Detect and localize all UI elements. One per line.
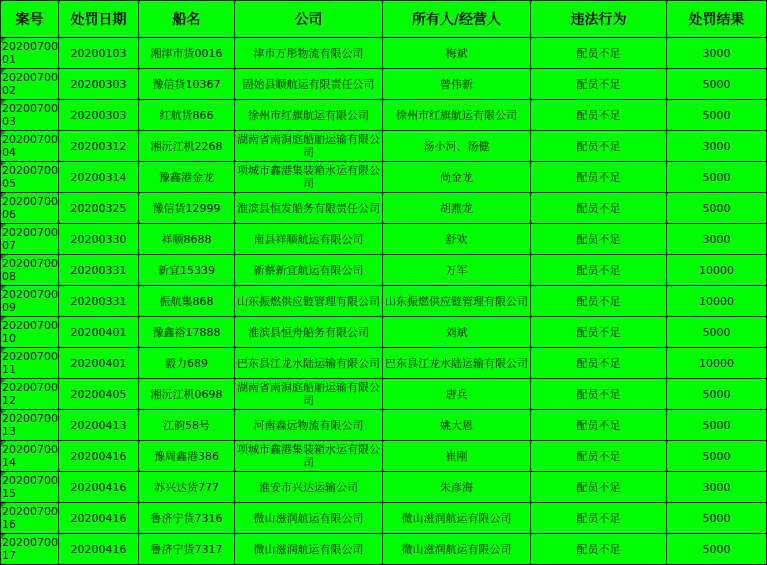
- number-as-text-indicator-icon: [1, 441, 6, 446]
- cell-case-number[interactable]: [1, 100, 59, 131]
- cell-case-number-text: 2020070009: [2, 288, 58, 314]
- cell-owner-operator-text: 徐州市红旗航运有限公司: [396, 108, 517, 122]
- cell-case-number[interactable]: [1, 38, 59, 69]
- cell-penalty-result[interactable]: 5000: [667, 410, 767, 441]
- cell-company[interactable]: [235, 503, 383, 534]
- table-row: [1, 131, 767, 162]
- cell-penalty-date[interactable]: 20200314: [59, 162, 139, 193]
- cell-owner-operator[interactable]: [383, 379, 531, 410]
- cell-company[interactable]: [235, 472, 383, 503]
- cell-violation[interactable]: 配员不足: [531, 379, 667, 410]
- table-row: [1, 224, 767, 255]
- cell-penalty-date[interactable]: 20200401: [59, 317, 139, 348]
- cell-owner-operator-text: 朱彦海: [440, 480, 473, 494]
- cell-penalty-date[interactable]: 20200330: [59, 224, 139, 255]
- cell-penalty-date[interactable]: 20200401: [59, 348, 139, 379]
- cell-company-text: 项城市鑫港集装箱水运有限公司: [237, 164, 380, 190]
- cell-company-text: 新蔡新宜航运有限公司: [253, 263, 364, 277]
- number-as-text-indicator-icon: [1, 193, 6, 198]
- cell-penalty-date[interactable]: 20200413: [59, 410, 139, 441]
- cell-case-number-text: 2020070014: [2, 443, 58, 469]
- table-row: [1, 410, 767, 441]
- cell-penalty-result[interactable]: 5000: [667, 534, 767, 565]
- cell-penalty-result[interactable]: 3000: [667, 224, 767, 255]
- cell-case-number[interactable]: [1, 193, 59, 224]
- cell-owner-operator[interactable]: [383, 441, 531, 472]
- cell-owner-operator-text: 微山滋润航运有限公司: [401, 542, 512, 556]
- cell-owner-operator-text: 崔刚: [445, 449, 468, 463]
- cell-owner-operator-text: 刘斌: [445, 325, 468, 339]
- cell-penalty-date[interactable]: 20200405: [59, 379, 139, 410]
- cell-owner-operator[interactable]: [383, 38, 531, 69]
- cell-company-text: 津市万彤物流有限公司: [253, 46, 364, 60]
- cell-ship-name[interactable]: 鲁济宁货7316: [139, 503, 235, 534]
- cell-owner-operator[interactable]: [383, 472, 531, 503]
- cell-violation[interactable]: 配员不足: [531, 441, 667, 472]
- cell-owner-operator[interactable]: [383, 317, 531, 348]
- cell-violation[interactable]: 配员不足: [531, 348, 667, 379]
- table-row: [1, 441, 767, 472]
- number-as-text-indicator-icon: [1, 162, 6, 167]
- cell-ship-name[interactable]: 新宜15339: [139, 255, 235, 286]
- cell-ship-name[interactable]: 毅力689: [139, 348, 235, 379]
- cell-company[interactable]: [235, 348, 383, 379]
- table-row: [1, 38, 767, 69]
- cell-company-text: 微山滋润航运有限公司: [253, 511, 364, 525]
- cell-case-number[interactable]: [1, 410, 59, 441]
- cell-penalty-result[interactable]: 5000: [667, 317, 767, 348]
- cell-ship-name[interactable]: 江韵58号: [139, 410, 235, 441]
- cell-penalty-date[interactable]: 20200416: [59, 503, 139, 534]
- cell-case-number-text: 2020070011: [2, 350, 58, 376]
- cell-company[interactable]: [235, 38, 383, 69]
- cell-company[interactable]: [235, 410, 383, 441]
- cell-ship-name[interactable]: 祥顺8688: [139, 224, 235, 255]
- cell-company[interactable]: [235, 69, 383, 100]
- cell-owner-operator[interactable]: [383, 503, 531, 534]
- table-row: [1, 193, 767, 224]
- header-case-number[interactable]: 案号: [1, 1, 59, 38]
- cell-company[interactable]: [235, 441, 383, 472]
- cell-company[interactable]: [235, 131, 383, 162]
- cell-owner-operator[interactable]: [383, 534, 531, 565]
- cell-company[interactable]: [235, 534, 383, 565]
- table-row: [1, 472, 767, 503]
- cell-owner-operator-text: 万军: [445, 263, 468, 277]
- cell-penalty-result[interactable]: 3000: [667, 131, 767, 162]
- cell-penalty-result[interactable]: 5000: [667, 379, 767, 410]
- cell-company-text: 河南森远物流有限公司: [253, 418, 364, 432]
- cell-company-text: 徐州市红旗航运有限公司: [248, 108, 369, 122]
- cell-ship-name[interactable]: 苏兴达货777: [139, 472, 235, 503]
- table-row: [1, 348, 767, 379]
- cell-company-text: 淮滨县恒舟船务有限公司: [248, 325, 369, 339]
- cell-owner-operator[interactable]: [383, 286, 531, 317]
- cell-case-number[interactable]: [1, 255, 59, 286]
- cell-owner-operator[interactable]: [383, 100, 531, 131]
- header-violation[interactable]: 违法行为: [531, 1, 667, 38]
- cell-violation[interactable]: 配员不足: [531, 534, 667, 565]
- cell-case-number[interactable]: [1, 317, 59, 348]
- cell-ship-name[interactable]: 湘沅江机0698: [139, 379, 235, 410]
- cell-violation[interactable]: 配员不足: [531, 131, 667, 162]
- cell-company[interactable]: [235, 317, 383, 348]
- cell-company[interactable]: [235, 100, 383, 131]
- cell-owner-operator-text: 梅斌: [445, 46, 468, 60]
- cell-case-number-text: 2020070004: [2, 133, 58, 159]
- cell-penalty-result[interactable]: 5000: [667, 162, 767, 193]
- cell-violation[interactable]: 配员不足: [531, 472, 667, 503]
- cell-case-number-text: 2020070013: [2, 412, 58, 438]
- number-as-text-indicator-icon: [1, 348, 6, 353]
- cell-ship-name[interactable]: 湘津市货0016: [139, 38, 235, 69]
- number-as-text-indicator-icon: [1, 503, 6, 508]
- cell-owner-operator[interactable]: [383, 69, 531, 100]
- cell-company-text: 项城市鑫港集装箱水运有限公司: [237, 443, 380, 469]
- number-as-text-indicator-icon: [1, 317, 6, 322]
- cell-company-text: 湖南省南洞庭船舶运输有限公司: [237, 133, 380, 159]
- number-as-text-indicator-icon: [1, 69, 6, 74]
- table-row: [1, 69, 767, 100]
- cell-owner-operator-text: 巴东县江龙水陆运输有限公司: [385, 356, 528, 370]
- cell-company-text: 山东振燃供应链管理有限公司: [237, 294, 380, 308]
- cell-owner-operator-text: 汤小河、汤健: [423, 139, 490, 153]
- header-ship-name[interactable]: 船名: [139, 1, 235, 38]
- cell-violation[interactable]: 配员不足: [531, 100, 667, 131]
- cell-penalty-result[interactable]: 3000: [667, 38, 767, 69]
- cell-violation[interactable]: 配员不足: [531, 38, 667, 69]
- number-as-text-indicator-icon: [1, 410, 6, 415]
- cell-penalty-result[interactable]: 3000: [667, 472, 767, 503]
- cell-violation[interactable]: 配员不足: [531, 193, 667, 224]
- table-row: [1, 162, 767, 193]
- cell-owner-operator-text: 微山滋润航运有限公司: [401, 511, 512, 525]
- cell-violation[interactable]: 配员不足: [531, 69, 667, 100]
- cell-owner-operator[interactable]: [383, 224, 531, 255]
- header-company[interactable]: 公司: [235, 1, 383, 38]
- cell-owner-operator[interactable]: [383, 193, 531, 224]
- cell-owner-operator-text: 姚大恩: [440, 418, 473, 432]
- cell-case-number-text: 2020070008: [2, 257, 58, 283]
- cell-penalty-date[interactable]: 20200103: [59, 38, 139, 69]
- cell-owner-operator-text: 山东振燃供应链管理有限公司: [385, 294, 528, 308]
- cell-ship-name[interactable]: 豫鑫港金龙: [139, 162, 235, 193]
- cell-penalty-result[interactable]: 10000: [667, 348, 767, 379]
- cell-case-number-text: 2020070016: [2, 505, 58, 531]
- cell-penalty-date[interactable]: 20200312: [59, 131, 139, 162]
- cell-penalty-date[interactable]: 20200416: [59, 534, 139, 565]
- cell-penalty-result[interactable]: 10000: [667, 255, 767, 286]
- cell-violation[interactable]: 配员不足: [531, 410, 667, 441]
- cell-case-number-text: 2020070005: [2, 164, 58, 190]
- cell-owner-operator-text: 尚金龙: [440, 170, 473, 184]
- cell-ship-name[interactable]: 鲁济宁货7317: [139, 534, 235, 565]
- cell-owner-operator[interactable]: [383, 131, 531, 162]
- cell-company-text: 巴东县江龙水陆运输有限公司: [237, 356, 380, 370]
- table-row: [1, 100, 767, 131]
- cell-case-number[interactable]: [1, 131, 59, 162]
- table-row: [1, 534, 767, 565]
- cell-case-number[interactable]: [1, 379, 59, 410]
- cell-violation[interactable]: 配员不足: [531, 224, 667, 255]
- number-as-text-indicator-icon: [1, 472, 6, 477]
- number-as-text-indicator-icon: [1, 38, 6, 43]
- cell-penalty-result[interactable]: 5000: [667, 69, 767, 100]
- cell-penalty-date[interactable]: 20200303: [59, 69, 139, 100]
- cell-ship-name[interactable]: 红航货866: [139, 100, 235, 131]
- cell-company[interactable]: [235, 255, 383, 286]
- cell-penalty-date[interactable]: 20200325: [59, 193, 139, 224]
- cell-case-number-text: 2020070015: [2, 474, 58, 500]
- number-as-text-indicator-icon: [1, 255, 6, 260]
- cell-penalty-date[interactable]: 20200303: [59, 100, 139, 131]
- cell-case-number-text: 2020070003: [2, 102, 58, 128]
- cell-owner-operator[interactable]: [383, 410, 531, 441]
- cell-violation[interactable]: 配员不足: [531, 162, 667, 193]
- cell-penalty-result[interactable]: 10000: [667, 286, 767, 317]
- cell-owner-operator[interactable]: [383, 348, 531, 379]
- cell-penalty-date[interactable]: 20200331: [59, 255, 139, 286]
- cell-company-text: 南县祥顺航运有限公司: [253, 232, 364, 246]
- cell-case-number[interactable]: [1, 348, 59, 379]
- cell-company[interactable]: [235, 286, 383, 317]
- cell-violation[interactable]: 配员不足: [531, 503, 667, 534]
- cell-penalty-result[interactable]: 5000: [667, 441, 767, 472]
- cell-penalty-date[interactable]: 20200331: [59, 286, 139, 317]
- cell-penalty-result[interactable]: 5000: [667, 503, 767, 534]
- table-body: [1, 38, 767, 565]
- cell-ship-name[interactable]: 振航集868: [139, 286, 235, 317]
- cell-penalty-date[interactable]: 20200416: [59, 472, 139, 503]
- cell-violation[interactable]: 配员不足: [531, 317, 667, 348]
- number-as-text-indicator-icon: [1, 379, 6, 384]
- cell-owner-operator-text: 唐兵: [445, 387, 468, 401]
- number-as-text-indicator-icon: [1, 534, 6, 539]
- cell-case-number-text: 2020070001: [2, 40, 58, 66]
- cell-case-number[interactable]: [1, 69, 59, 100]
- cell-ship-name[interactable]: 湘沅江机2268: [139, 131, 235, 162]
- cell-company-text: 微山滋润航运有限公司: [253, 542, 364, 556]
- number-as-text-indicator-icon: [1, 131, 6, 136]
- table-row: [1, 317, 767, 348]
- cell-owner-operator-text: 舒欢: [445, 232, 468, 246]
- cell-ship-name[interactable]: 豫鑫裕17888: [139, 317, 235, 348]
- cell-company-text: 淮安市兴达运输公司: [259, 480, 358, 494]
- cell-company-text: 固始县顺航运有限责任公司: [242, 77, 375, 91]
- number-as-text-indicator-icon: [1, 100, 6, 105]
- cell-case-number-text: 2020070007: [2, 226, 58, 252]
- cell-owner-operator[interactable]: [383, 162, 531, 193]
- cell-penalty-result[interactable]: 5000: [667, 193, 767, 224]
- cell-case-number[interactable]: [1, 224, 59, 255]
- cell-owner-operator[interactable]: [383, 255, 531, 286]
- cell-penalty-result[interactable]: 5000: [667, 100, 767, 131]
- cell-case-number[interactable]: [1, 472, 59, 503]
- cell-company[interactable]: [235, 379, 383, 410]
- cell-ship-name[interactable]: 豫信货10367: [139, 69, 235, 100]
- cell-company[interactable]: [235, 162, 383, 193]
- number-as-text-indicator-icon: [1, 224, 6, 229]
- cell-company[interactable]: [235, 193, 383, 224]
- cell-case-number[interactable]: [1, 441, 59, 472]
- cell-owner-operator-text: 曾伟新: [440, 77, 473, 91]
- cell-company-text: 湖南省南洞庭船舶运输有限公司: [237, 381, 380, 407]
- number-as-text-indicator-icon: [1, 286, 6, 291]
- header-owner-operator[interactable]: 所有人/经营人: [383, 1, 531, 38]
- cell-owner-operator-text: 胡燕龙: [440, 201, 473, 215]
- cell-case-number-text: 2020070017: [2, 536, 58, 562]
- cell-penalty-date[interactable]: 20200416: [59, 441, 139, 472]
- cell-case-number-text: 2020070010: [2, 319, 58, 345]
- cell-case-number-text: 2020070006: [2, 195, 58, 221]
- cell-case-number[interactable]: [1, 286, 59, 317]
- cell-case-number-text: 2020070002: [2, 71, 58, 97]
- cell-violation[interactable]: 配员不足: [531, 255, 667, 286]
- cell-case-number[interactable]: [1, 162, 59, 193]
- header-row: [1, 1, 767, 38]
- cell-violation[interactable]: 配员不足: [531, 286, 667, 317]
- cell-case-number[interactable]: [1, 534, 59, 565]
- table-row: [1, 255, 767, 286]
- cell-case-number-text: 2020070012: [2, 381, 58, 407]
- cell-company[interactable]: [235, 224, 383, 255]
- cell-case-number[interactable]: [1, 503, 59, 534]
- table-row: [1, 503, 767, 534]
- header-penalty-result[interactable]: 处罚结果: [667, 1, 767, 38]
- cell-ship-name[interactable]: 豫周鑫港386: [139, 441, 235, 472]
- cell-company-text: 淮滨县恒发船务有限责任公司: [237, 201, 380, 215]
- header-penalty-date[interactable]: 处罚日期: [59, 1, 139, 38]
- table-row: [1, 286, 767, 317]
- cell-ship-name[interactable]: 豫信货12999: [139, 193, 235, 224]
- table-row: [1, 379, 767, 410]
